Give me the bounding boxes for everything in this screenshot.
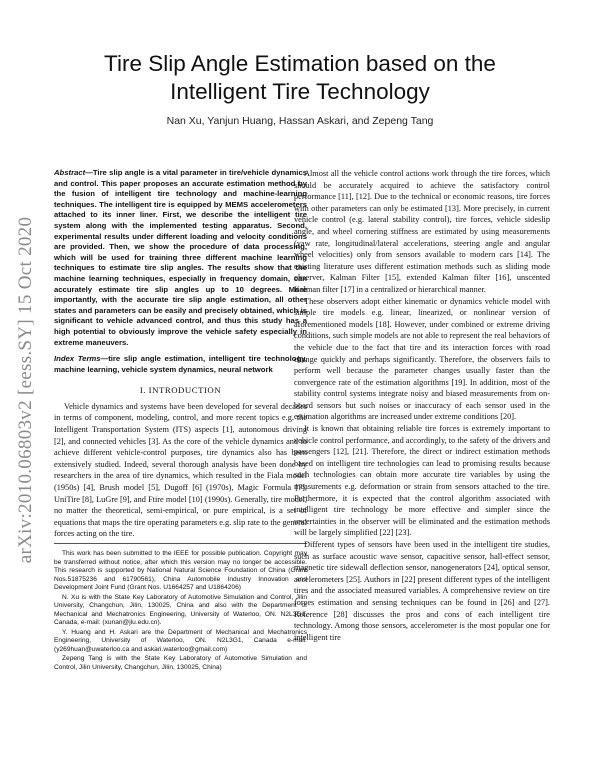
abstract bbox=[54, 168, 307, 348]
section-heading-introduction: I. INTRODUCTION bbox=[139, 385, 222, 396]
index-terms-label: Index Terms bbox=[54, 354, 101, 364]
right-paragraph-4: Different types of sensors have been used in the intelligent tire studies, such as surface acoustic wave sensor, capacitive sensor, hall-effect sensor, magnetic tire sidewall deflection sensor, nanogenerators [24], optical sensor, accelerometers [25]. Authors in [22] present different types of the intelligent tires and the associated measured variables. A comprehensive review on tire forces estimation and sensing techniques can be found in [26] and [27]. Reference [28] discusses the pros and cons of each intelligent tire technology. Among those sensors, accelerometer is the most popular one for intelligent tire bbox=[294, 540, 550, 642]
paper-title bbox=[60, 50, 540, 106]
intro-paragraph-1: Vehicle dynamics and systems have been developed for several decades in terms of component, modeling, control, and more recent topics e.g. the Intelligent Transportation System (ITS) aspects [1], autonomous driving [2], and connected vehicles [3]. As the core of the vehicle dynamics and to achieve different vehicle-control purposes, tire dynamics also has been extensively studied. Indeed, several thorough analysis have been done by researchers in the area of tire dynamics, which resulted in the Fiala model (1950s) [4], Brush model [5], Dugoff [6] (1970s), Magic Formula [7], UniTire [8], LuGre [9], and Ftire model [10] (1990s). Generally, tire model, no matter the theoretical, semi-empirical, or pure empirical, is a set of equations that maps the tire operating parameters e.g. slip rate to the general forces acting on the tire. bbox=[54, 401, 307, 539]
footnotes bbox=[54, 550, 307, 672]
author-list: Nan Xu, Yanjun Huang, Hassan Askari, and Zepeng Tang bbox=[166, 115, 434, 127]
arxiv-sidebar bbox=[8, 190, 44, 590]
footnote-funding: This work has been submitted to the IEEE for possible publication. Copyright may be transferred without notice, after which this version may no longer be accessible. This research is supported by National Natural Science Foundation of China (Grant Nos.51875236 and 61790561), China Automobile Industry Innovation and Development Joint Fund (Grant Nos. U1664257 and U1864206) bbox=[54, 550, 307, 591]
index-terms bbox=[54, 354, 307, 375]
footnote-author-tang: Zepeng Tang is with the State Key Laboratory of Automotive Simulation and Control, Jilin University, Changchun, Jilin, 130025, China) bbox=[54, 655, 307, 671]
abstract-text: —Tire slip angle is a vital parameter in tire/vehicle dynamics and control. This paper proposes an accurate estimation method by the fusion of intelligent tire technology and machine-learning techniques. The intelligent tire is equipped by MEMS accelerometers attached to its inner liner. First, we describe the intelligent tire system along with the implemented testing apparatus. Second, experimental results under different loading and velocity conditions are provided. Then, we show the procedure of data processing, which will be used for training three different machine learning techniques to estimate tire slip angles. The results show that the machine learning techniques, especially in frequency domain, can accurately estimate tire slip angles up to 10 degrees. More importantly, with the accurate tire slip angle estimation, all other states and parameters can be easily and precisely obtained, which is significant to vehicle advanced control, and thus this study has a high potential to obviously improve the vehicle safety especially in extreme maneuvers. bbox=[54, 168, 307, 347]
right-paragraph-2: These observers adopt either kinematic or dynamics vehicle model with simple tire models e.g. linear, linearized, or nonlinear version of aforementioned models [18]. However, under combined or extreme driving conditions, such simple models are not able to represent the real behaviors of the vehicle due to the fact that tire and its interaction forces with road change quickly and perhaps significantly. Therefore, the observers fails to perform well because the parameter changes usually faster than the convergence rate of the estimation algorithms [19]. In addition, most of the stability control systems integrate noisy and biased measurements from on-board sensors but such noises or inaccuracy of each sensor used in the estimation algorithms are increased under extreme conditions [20]. bbox=[294, 296, 550, 422]
title-line-1: Tire Slip Angle Estimation based on the bbox=[104, 51, 496, 76]
footnote-author-xu: N. Xu is with the State Key Laboratory of Automotive Simulation and Control, Jilin University, Changchun, Jilin, 130025, China and also with the Department of Mechanical and Mechatronics Engineering, University of Waterloo, ON. N2L3G1, Canada, e-mail: (xunan@jlu.edu.cn). bbox=[54, 593, 307, 626]
footnote-authors-huang-askari: Y. Huang and H. Askari are the Department of Mechanical and Mechatronics Engineering, University of Waterloo, ON. N2L3G1, Canada e-mail: (y269huan@uwaterloo.ca and askari.waterloo@gmail.com) bbox=[54, 628, 307, 653]
abstract-label: Abstract bbox=[54, 168, 86, 177]
title-line-2: Intelligent Tire Technology bbox=[170, 79, 430, 104]
arxiv-identifier: arXiv:2010.06803v2 [eess.SY] 15 Oct 2020 bbox=[15, 216, 36, 564]
left-column bbox=[54, 168, 307, 673]
right-column bbox=[294, 168, 550, 643]
index-terms-text: —tire slip angle estimation, intelligent tire technology, machine learning, vehicle system dynamics, neural network bbox=[54, 354, 307, 374]
footnote-divider bbox=[54, 543, 307, 544]
right-paragraph-1: Almost all the vehicle control actions work through the tire forces, which should be accurately acquired to achieve the satisfactory control performance [11], [12]. Due to the technical or economic reasons, tire forces with other parameters can only be estimated [13]. More precisely, in current vehicle control (e.g. lateral stability control), tire forces, vehicle sideslip angle, and wheel cornering stiffness are estimated by using measurements (yaw rate, longitudinal/lateral accelerations, steering angle and angular wheel velocities) only from sensors available to modern cars [14]. The existing literature uses different estimation methods such as sliding mode observer, Kalman Filter [15], extended Kalman filter [16], unscented Kalman filter [17] in a centralized or hierarchical manner. bbox=[294, 169, 550, 294]
right-paragraph-3: It is known that obtaining reliable tire forces is extremely important to vehicle control performance, and accordingly, to the safety of the drivers and passengers [12], [21]. Therefore, the direct or indirect estimation methods based on intelligent tire technologies can lead to promising results because such technologies can obtain more accurate tire variables by using the measurements e.g. deformation or strain from sensors attached to the tire. Furthermore, it is expected that the control algorithm associated with intelligent tire technology be more effective and simpler since the uncertainties in the observer will be eliminated and the estimation methods will be largely simplified [22] [23]. bbox=[294, 424, 550, 538]
